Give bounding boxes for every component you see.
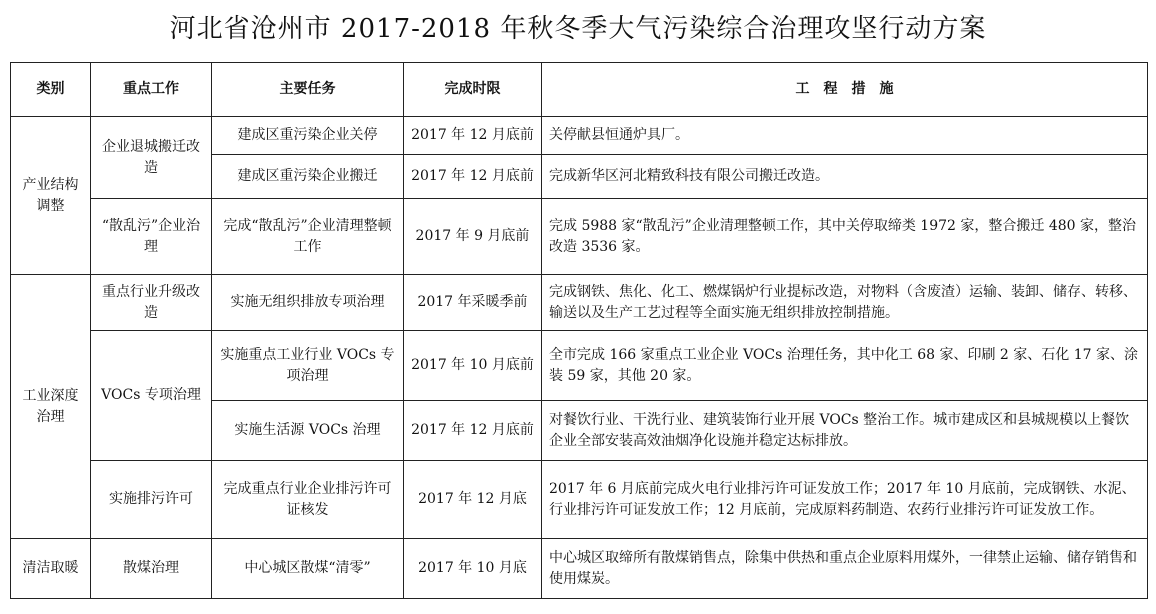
measure-cell: 完成 5988 家“散乱污”企业清理整顿工作，其中关停取缔类 1972 家，整合搬迁 480 家，整治改造 3536 家。	[542, 199, 1148, 275]
task-cell: 建成区重污染企业搬迁	[212, 155, 404, 199]
task-cell: 完成重点行业企业排污许可证核发	[212, 461, 404, 539]
key-work-cell: “散乱污”企业治理	[91, 199, 212, 275]
measure-cell: 2017 年 6 月底前完成火电行业排污许可证发放工作；2017 年 10 月底前，完成钢铁、水泥、行业排污许可证发放工作；12 月底前，完成原料药制造、农药行业排污许可证发放工作。	[542, 461, 1148, 539]
header-main-task: 主要任务	[212, 63, 404, 117]
header-key-work: 重点工作	[91, 63, 212, 117]
deadline-cell: 2017 年 12 月底前	[404, 155, 542, 199]
measure-cell: 关停献县恒通炉具厂。	[542, 117, 1148, 155]
table-row	[11, 275, 1148, 331]
deadline-cell: 2017 年 9 月底前	[404, 199, 542, 275]
header-deadline: 完成时限	[404, 63, 542, 117]
table-row	[11, 199, 1148, 275]
header-category: 类别	[11, 63, 91, 117]
task-cell: 实施无组织排放专项治理	[212, 275, 404, 331]
measure-cell: 对餐饮行业、干洗行业、建筑装饰行业开展 VOCs 整治工作。城市建成区和县城规模以上餐饮企业全部安装高效油烟净化设施并稳定达标排放。	[542, 401, 1148, 461]
task-cell: 完成“散乱污”企业清理整顿工作	[212, 199, 404, 275]
deadline-cell: 2017 年 12 月底前	[404, 117, 542, 155]
table-row	[11, 461, 1148, 539]
deadline-cell: 2017 年 12 月底前	[404, 401, 542, 461]
key-work-cell: 重点行业升级改造	[91, 275, 212, 331]
key-work-cell: 企业退城搬迁改造	[91, 117, 212, 199]
deadline-cell: 2017 年 12 月底	[404, 461, 542, 539]
deadline-cell: 2017 年 10 月底	[404, 539, 542, 599]
deadline-cell: 2017 年采暖季前	[404, 275, 542, 331]
task-cell: 实施重点工业行业 VOCs 专项治理	[212, 331, 404, 401]
table-header-row	[11, 63, 1148, 117]
key-work-cell: 散煤治理	[91, 539, 212, 599]
header-measures: 工 程 措 施	[542, 63, 1148, 117]
measure-cell: 完成钢铁、焦化、化工、燃煤锅炉行业提标改造，对物料（含废渣）运输、装卸、储存、转移、输送以及生产工艺过程等全面实施无组织排放控制措施。	[542, 275, 1148, 331]
task-cell: 实施生活源 VOCs 治理	[212, 401, 404, 461]
page-title: 河北省沧州市 2017-2018 年秋冬季大气污染综合治理攻坚行动方案	[169, 14, 987, 44]
measure-cell: 全市完成 166 家重点工业企业 VOCs 治理任务，其中化工 68 家、印刷 2 家、石化 17 家、涂装 59 家，其他 20 家。	[542, 331, 1148, 401]
table-row	[11, 539, 1148, 599]
task-cell: 中心城区散煤“清零”	[212, 539, 404, 599]
category-cell: 工业深度治理	[11, 275, 91, 539]
key-work-cell: VOCs 专项治理	[91, 331, 212, 461]
deadline-cell: 2017 年 10 月底前	[404, 331, 542, 401]
measure-cell: 完成新华区河北精致科技有限公司搬迁改造。	[542, 155, 1148, 199]
measure-cell: 中心城区取缔所有散煤销售点，除集中供热和重点企业原料用煤外，一律禁止运输、储存销售和使用煤炭。	[542, 539, 1148, 599]
task-cell: 建成区重污染企业关停	[212, 117, 404, 155]
table-row	[11, 117, 1148, 155]
table-row	[11, 331, 1148, 401]
category-cell: 产业结构调整	[11, 117, 91, 275]
action-plan-table	[10, 62, 1148, 599]
key-work-cell: 实施排污许可	[91, 461, 212, 539]
category-cell: 清洁取暖	[11, 539, 91, 599]
